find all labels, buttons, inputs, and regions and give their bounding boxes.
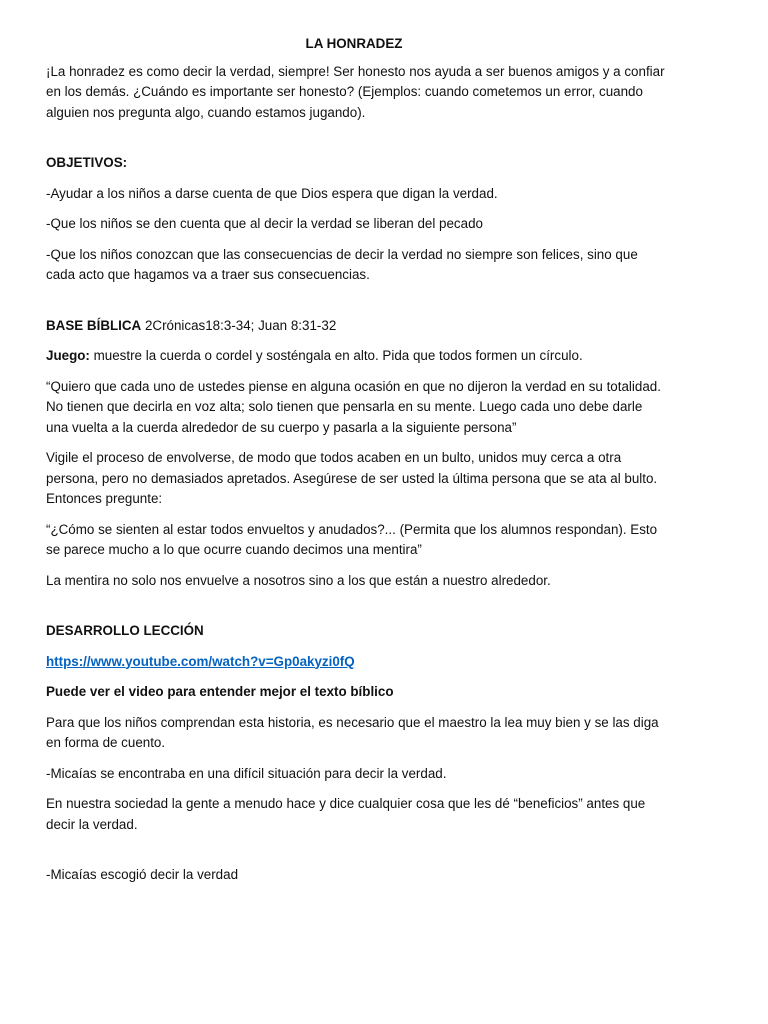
base-biblica-line xyxy=(46,316,668,337)
intro-paragraph: ¡La honradez es como decir la verdad, siempre! Ser honesto nos ayuda a ser buenos amigos y a confiar en los demás. ¿Cuándo es importante ser honesto? (Ejemplos: cuando cometemos un error, cuando alguien nos pregunta algo, cuando estamos jugando). xyxy=(46,63,665,120)
desarrollo-paragraph-1: Para que los niños comprendan esta historia, es necesario que el maestro la lea muy bien y se las diga en forma de cuento. xyxy=(46,714,659,750)
spacer xyxy=(46,845,668,865)
juego-line xyxy=(46,346,668,367)
objetivo-item-1: -Ayudar a los niños a darse cuenta de que Dios espera que digan la verdad. xyxy=(46,185,498,201)
base-biblica-heading: BASE BÍBLICA xyxy=(46,317,142,333)
juego-text: muestre la cuerda o cordel y sosténgala en alto. Pida que todos formen un círculo. xyxy=(89,348,583,363)
video-note: Puede ver el video para entender mejor el texto bíblico xyxy=(46,684,394,699)
spacer xyxy=(46,296,668,316)
objetivos-heading: OBJETIVOS: xyxy=(46,155,128,170)
desarrollo-heading: DESARROLLO LECCIÓN xyxy=(46,623,204,638)
objetivo-item-2: -Que los niños se den cuenta que al decir la verdad se liberan del pecado xyxy=(46,216,483,231)
spacer xyxy=(46,601,668,621)
juego-label: Juego: xyxy=(46,348,90,363)
juego-instructions: Vigile el proceso de envolverse, de modo que todos acaben en un bulto, unidos muy cerca a otra persona, pero no demasiados apretados. Asegúrese de ser usted la última persona que se ata al bulto. Entonces pregunte: xyxy=(46,450,658,506)
document-title: LA HONRADEZ xyxy=(305,36,403,51)
juego-quote-1: “Quiero que cada uno de ustedes piense en alguna ocasión en que no dijeron la verdad en su totalidad. No tienen que decirla en voz alta; solo tienen que pensarla en su mente. Luego cada uno debe darle una vuelta a la cuerda alrededor de su cuerpo y pasarla a la siguiente persona” xyxy=(46,378,661,435)
spacer xyxy=(46,133,668,153)
objetivo-item-3: -Que los niños conozcan que las consecuencias de decir la verdad no siempre son felices, sino que cada acto que hagamos va a traer sus consecuencias. xyxy=(46,246,638,282)
video-link[interactable]: https://www.youtube.com/watch?v=Gp0akyzi0fQ xyxy=(46,653,355,669)
juego-closing: La mentira no solo nos envuelve a nosotros sino a los que están a nuestro alrededor. xyxy=(46,572,551,588)
juego-quote-2: “¿Cómo se sienten al estar todos envueltos y anudados?... (Permita que los alumnos respondan). Esto se parece mucho a lo que ocurre cuando decimos una mentira” xyxy=(46,521,658,557)
desarrollo-paragraph-3: En nuestra sociedad la gente a menudo hace y dice cualquier cosa que les dé “beneficios” antes que decir la verdad. xyxy=(46,796,646,832)
base-biblica-reference: 2Crónicas18:3-34; Juan 8:31-32 xyxy=(141,317,337,333)
desarrollo-paragraph-2: -Micaías se encontraba en una difícil situación para decir la verdad. xyxy=(46,765,447,781)
desarrollo-paragraph-4: -Micaías escogió decir la verdad xyxy=(46,867,239,882)
